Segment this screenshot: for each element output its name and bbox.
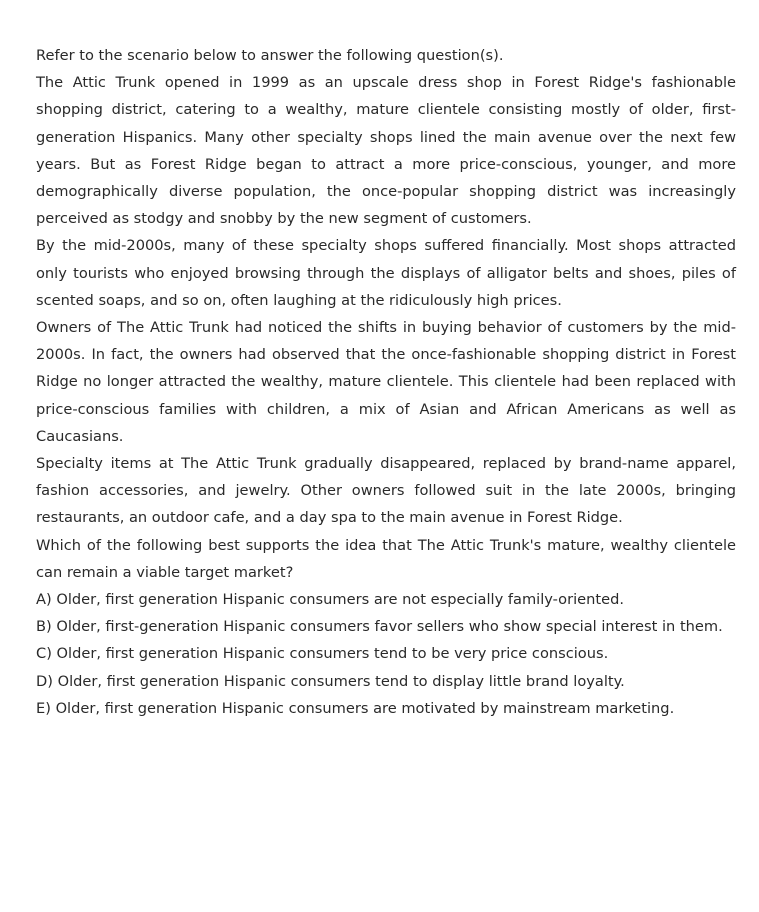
answer-option-c[interactable] xyxy=(36,640,736,667)
answer-option-d[interactable] xyxy=(36,668,736,695)
question-document xyxy=(36,42,736,722)
answer-option-e[interactable] xyxy=(36,695,736,722)
scenario-paragraph-1: The Attic Trunk opened in 1999 as an upscale dress shop in Forest Ridge's fashionable shopping district, catering to a wealthy, mature clientele consisting mostly of older, first-generation Hispanics. Many other specialty shops lined the main avenue over the next few years. But as Forest Ridge began to attract a more price-conscious, younger, and more demographically diverse population, the once-popular shopping district was increasingly perceived as stodgy and snobby by the new segment of customers. xyxy=(36,74,736,228)
option-letter: A) xyxy=(36,591,52,609)
option-letter: D) xyxy=(36,672,53,690)
option-text: Older, first-generation Hispanic consumers favor sellers who show special interest in them. xyxy=(56,618,723,636)
scenario-paragraph-4: Specialty items at The Attic Trunk gradually disappeared, replaced by brand-name apparel, fashion accessories, and jewelry. Other owners followed suit in the late 2000s, bringing restaurants, an outdoor cafe, and a day spa to the main avenue in Forest Ridge. xyxy=(36,455,736,527)
option-letter: C) xyxy=(36,645,52,663)
option-text: Older, first generation Hispanic consumers are not especially family-oriented. xyxy=(56,591,624,609)
option-letter: B) xyxy=(36,618,52,636)
option-text: Older, first generation Hispanic consumers tend to display little brand loyalty. xyxy=(57,672,625,690)
instructions-text: Refer to the scenario below to answer the following question(s). xyxy=(36,47,504,64)
answer-option-b[interactable] xyxy=(36,613,736,640)
option-text: Older, first generation Hispanic consumers are motivated by mainstream marketing. xyxy=(55,699,675,717)
answer-option-a[interactable] xyxy=(36,586,736,613)
scenario-paragraph-2: By the mid-2000s, many of these specialty shops suffered financially. Most shops attracted only tourists who enjoyed browsing through the displays of alligator belts and shoes, piles of scented soaps, and so on, often laughing at the ridiculously high prices. xyxy=(36,237,736,309)
option-text: Older, first generation Hispanic consumers tend to be very price conscious. xyxy=(56,645,609,663)
scenario-paragraph-3: Owners of The Attic Trunk had noticed the shifts in buying behavior of customers by the mid-2000s. In fact, the owners had observed that the once-fashionable shopping district in Forest Ridge no longer attracted the wealthy, mature clientele. This clientele had been replaced with price-conscious families with children, a mix of Asian and African Americans as well as Caucasians. xyxy=(36,319,736,445)
question-text: Which of the following best supports the idea that The Attic Trunk's mature, wealthy clientele can remain a viable target market? xyxy=(36,536,736,581)
option-letter: E) xyxy=(36,699,51,717)
answer-options xyxy=(36,586,736,722)
